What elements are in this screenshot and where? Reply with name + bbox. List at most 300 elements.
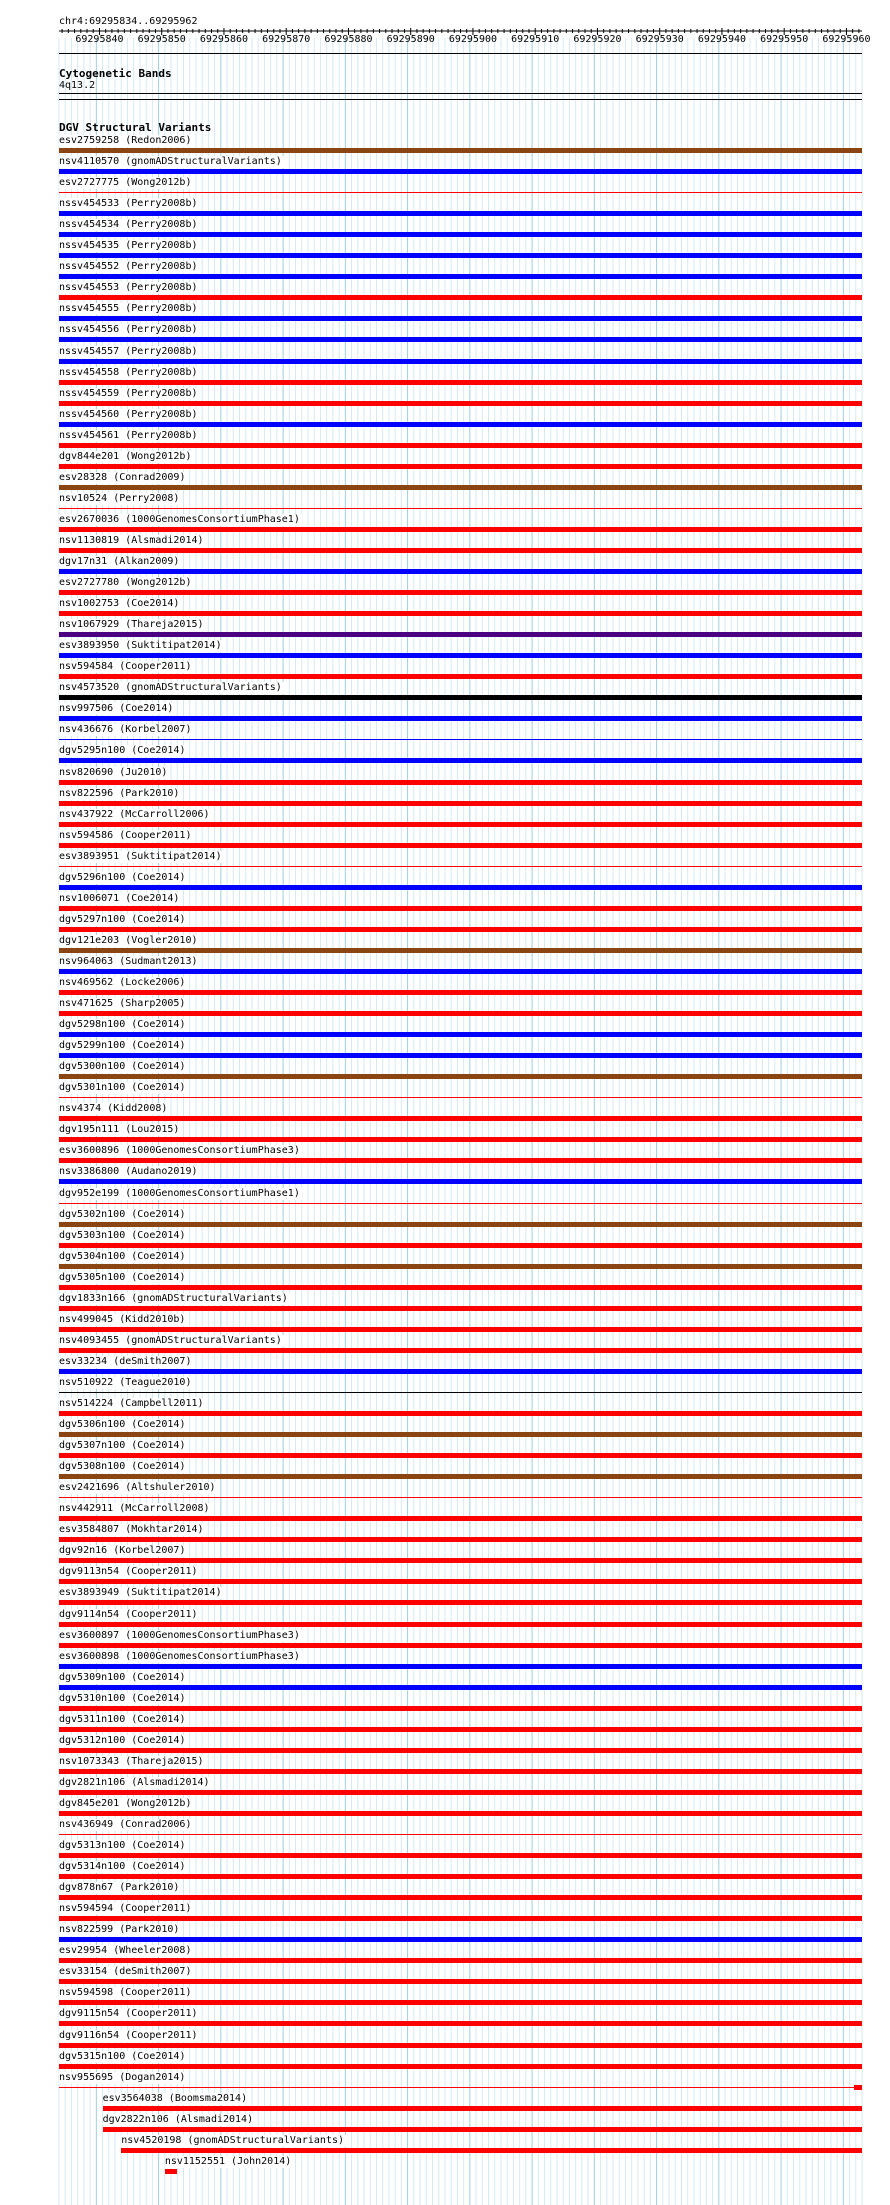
variant-label[interactable]: dgv845e201 (Wong2012b) — [59, 1797, 192, 1809]
variant-bar[interactable] — [59, 590, 862, 595]
variant-id: dgv5306n100 — [59, 1419, 126, 1431]
variant-label[interactable]: nsv4374 (Kidd2008) — [59, 1103, 168, 1115]
variant-id: esv3584807 — [59, 1524, 120, 1536]
variant-label[interactable]: nsv514224 (Campbell2011) — [59, 1398, 204, 1409]
variant-label[interactable]: nsv1006071 (Coe2014) — [59, 892, 180, 904]
variant-label[interactable]: nsv4110570 (gnomADStructuralVariants) — [59, 156, 282, 168]
variant-bar[interactable] — [59, 653, 862, 658]
variant-id: nsv1006071 — [59, 892, 120, 904]
variant-id: nsv510922 — [59, 1376, 114, 1388]
variant-bar[interactable] — [59, 192, 862, 193]
variant-end-block[interactable] — [854, 2085, 862, 2090]
variant-label[interactable]: nssv454533 (Perry2008b) — [59, 198, 198, 210]
variant-label[interactable]: dgv844e201 (Wong2012b) — [59, 450, 192, 462]
variant-bar[interactable] — [59, 1874, 862, 1879]
variant-label[interactable]: nssv454555 (Perry2008b) — [59, 303, 198, 315]
variant-label[interactable]: dgv5310n100 (Coe2014) — [59, 1692, 186, 1704]
variant-label[interactable]: dgv5313n100 (Coe2014) — [59, 1840, 186, 1852]
variant-bar[interactable] — [59, 1053, 862, 1058]
variant-bar[interactable] — [59, 1137, 862, 1142]
ruler-tick-label: 69295930 — [635, 34, 684, 45]
variant-study: Coe2014 — [137, 1271, 180, 1283]
variant-id: nssv454560 — [59, 408, 120, 420]
variant-study: Thareja2015 — [131, 619, 198, 631]
variant-id: dgv5315n100 — [59, 2050, 126, 2062]
variant-label[interactable]: dgv5299n100 (Coe2014) — [59, 1040, 186, 1052]
variant-bar[interactable] — [59, 1748, 862, 1753]
variant-id: dgv5296n100 — [59, 871, 126, 883]
variant-label[interactable]: dgv2822n106 (Alsmadi2014) — [102, 2113, 254, 2125]
variant-bar[interactable] — [59, 674, 862, 679]
variant-bar[interactable] — [59, 1392, 862, 1393]
variant-label[interactable]: nssv454553 (Perry2008b) — [59, 282, 198, 294]
variant-label[interactable]: dgv5295n100 (Coe2014) — [59, 745, 186, 757]
variant-label[interactable]: nsv997506 (Coe2014) — [59, 703, 174, 715]
variant-bar[interactable] — [59, 1643, 862, 1648]
variant-label[interactable]: nsv964063 (Sudmant2013) — [59, 955, 198, 967]
variant-bar[interactable] — [59, 1203, 862, 1204]
ruler-tick-label: 69295900 — [448, 34, 498, 45]
variant-label[interactable]: nsv510922 (Teague2010) — [59, 1376, 192, 1388]
variant-bar[interactable] — [59, 401, 862, 406]
variant-id: nsv820690 — [59, 766, 114, 778]
variant-bar[interactable] — [59, 1937, 862, 1942]
variant-bar[interactable] — [59, 1369, 862, 1374]
variant-bar[interactable] — [59, 801, 862, 806]
variant-id: dgv121e203 — [59, 934, 120, 946]
variant-label[interactable]: nsv594598 (Cooper2011) — [59, 1987, 192, 1999]
variant-bar[interactable] — [59, 2021, 862, 2026]
variant-id: nsv436676 — [59, 724, 114, 736]
variant-bar[interactable] — [59, 1727, 862, 1732]
variant-label[interactable]: nssv454561 (Perry2008b) — [59, 429, 198, 441]
variant-bar[interactable] — [59, 716, 862, 721]
variant-label[interactable]: esv3893951 (Suktitipat2014) — [59, 850, 222, 862]
variant-study: Perry2008b — [131, 429, 192, 441]
variant-study: Coe2014 — [137, 1061, 180, 1073]
variant-label[interactable]: nsv820690 (Ju2010) — [59, 766, 168, 778]
variant-bar[interactable] — [59, 948, 862, 953]
variant-bar[interactable] — [59, 1011, 862, 1016]
variant-label[interactable]: dgv92n16 (Korbel2007) — [59, 1545, 186, 1557]
variant-bar[interactable] — [59, 337, 862, 342]
variant-bar[interactable] — [59, 569, 862, 574]
variant-bar[interactable] — [59, 1453, 862, 1458]
variant-study: Coe2014 — [131, 598, 174, 610]
variant-bar[interactable] — [59, 148, 862, 153]
variant-bar[interactable] — [59, 906, 862, 911]
variant-label[interactable]: esv2727775 (Wong2012b) — [59, 177, 192, 189]
variant-id: dgv5308n100 — [59, 1461, 126, 1473]
variant-bar[interactable] — [59, 1474, 862, 1479]
variant-study: Vogler2010 — [131, 934, 192, 946]
variant-bar[interactable] — [59, 1790, 862, 1795]
variant-id: nsv964063 — [59, 955, 114, 967]
variant-label[interactable]: dgv5296n100 (Coe2014) — [59, 871, 186, 883]
variant-id: nsv4520198 — [121, 2134, 182, 2146]
variant-id: nsv4374 — [59, 1103, 102, 1115]
variant-bar[interactable] — [59, 1497, 862, 1498]
variant-id: esv33234 — [59, 1355, 108, 1367]
variant-label[interactable]: esv2670036 (1000GenomesConsortiumPhase1) — [59, 513, 300, 525]
variant-id: dgv9113n54 — [59, 1566, 120, 1578]
variant-label[interactable]: nsv10524 (Perry2008) — [59, 492, 180, 504]
variant-bar[interactable] — [59, 1600, 862, 1605]
variant-label[interactable]: nssv454534 (Perry2008b) — [59, 219, 198, 231]
variant-bar[interactable] — [59, 1622, 862, 1627]
variant-study: Cooper2011 — [125, 1903, 186, 1915]
variant-id: esv28328 — [59, 471, 108, 483]
variant-id: nsv4093455 — [59, 1334, 120, 1346]
variant-bar[interactable] — [59, 1074, 862, 1079]
variant-id: dgv9115n54 — [59, 2008, 120, 2020]
variant-bar[interactable] — [59, 1264, 862, 1269]
variant-study: Perry2008b — [131, 408, 192, 420]
variant-label[interactable]: nsv436676 (Korbel2007) — [59, 724, 192, 736]
variant-id: dgv5304n100 — [59, 1250, 126, 1262]
variant-label[interactable]: nsv594586 (Cooper2011) — [59, 829, 192, 841]
variant-id: nsv471625 — [59, 998, 114, 1010]
variant-label[interactable]: nsv4573520 (gnomADStructuralVariants) — [59, 682, 282, 694]
variant-study: Coe2014 — [137, 1229, 180, 1241]
variant-bar[interactable] — [59, 548, 862, 553]
variant-study: Coe2014 — [137, 1208, 180, 1220]
variant-id: esv2670036 — [59, 513, 120, 525]
variant-label[interactable]: nsv437922 (McCarroll2006) — [59, 808, 210, 820]
variant-study: deSmith2007 — [119, 1966, 186, 1978]
variant-label[interactable]: dgv5315n100 (Coe2014) — [59, 2050, 186, 2062]
variant-id: nssv454555 — [59, 303, 120, 315]
variant-bar[interactable] — [59, 1032, 862, 1037]
variant-study: 1000GenomesConsortiumPhase3 — [131, 1145, 294, 1157]
variant-study: Perry2008b — [131, 345, 192, 357]
variant-bar[interactable] — [59, 1516, 862, 1521]
variant-study: Teague2010 — [125, 1376, 186, 1388]
variant-label[interactable]: dgv5314n100 (Coe2014) — [59, 1861, 186, 1873]
variant-label[interactable]: nssv454560 (Perry2008b) — [59, 408, 198, 420]
variant-label[interactable]: dgv121e203 (Vogler2010) — [59, 934, 198, 946]
variant-label[interactable]: esv2759258 (Redon2006) — [59, 135, 192, 146]
variant-label[interactable]: nsv1152551 (John2014) — [164, 2155, 292, 2167]
variant-bar[interactable] — [165, 2169, 177, 2174]
variant-label[interactable]: dgv5312n100 (Coe2014) — [59, 1734, 186, 1746]
variant-label[interactable]: esv33154 (deSmith2007) — [59, 1966, 192, 1978]
variant-bar[interactable] — [59, 1158, 862, 1163]
variant-bar[interactable] — [59, 1685, 862, 1690]
variant-bar[interactable] — [59, 1097, 862, 1098]
variant-bar[interactable] — [59, 1916, 862, 1921]
variant-bar[interactable] — [59, 1537, 862, 1542]
variant-label[interactable]: nsv1002753 (Coe2014) — [59, 598, 180, 610]
variant-start-block[interactable] — [103, 2106, 109, 2111]
variant-study: Coe2014 — [137, 1692, 180, 1704]
variant-start-block[interactable] — [121, 2148, 127, 2153]
variant-bar[interactable] — [59, 990, 862, 995]
variant-id: dgv9116n54 — [59, 2029, 120, 2041]
variant-bar[interactable] — [59, 443, 862, 448]
variant-bar[interactable] — [59, 508, 862, 509]
variant-study: Korbel2007 — [119, 1545, 180, 1557]
variant-id: dgv92n16 — [59, 1545, 108, 1557]
variant-label[interactable]: esv3600898 (1000GenomesConsortiumPhase3) — [59, 1650, 300, 1662]
variant-study: Ju2010 — [125, 766, 162, 778]
variant-bar[interactable] — [59, 422, 862, 427]
variant-id: nsv1002753 — [59, 598, 120, 610]
variant-id: esv3893950 — [59, 640, 120, 652]
variant-bar[interactable] — [59, 380, 862, 385]
variant-study: Perry2008b — [131, 198, 192, 210]
variant-study: Coe2014 — [137, 2050, 180, 2062]
variant-study: Wong2012b — [131, 450, 186, 462]
variant-bar[interactable] — [59, 1579, 862, 1584]
variant-bar[interactable] — [59, 1306, 862, 1311]
variant-bar[interactable] — [59, 822, 862, 827]
variant-study: Park2010 — [125, 1882, 174, 1894]
variant-bar[interactable] — [59, 464, 862, 469]
variant-id: nsv594594 — [59, 1903, 114, 1915]
variant-label[interactable]: esv2421696 (Altshuler2010) — [59, 1482, 216, 1494]
variant-bar[interactable] — [59, 527, 862, 532]
variant-label[interactable]: dgv5297n100 (Coe2014) — [59, 913, 186, 925]
variant-bar[interactable] — [59, 969, 862, 974]
variant-label[interactable]: nsv594584 (Cooper2011) — [59, 661, 192, 673]
variant-bar[interactable] — [59, 169, 862, 174]
variant-label[interactable]: nsv4520198 (gnomADStructuralVariants) — [121, 2134, 345, 2146]
variant-label[interactable]: esv3564038 (Boomsma2014) — [102, 2092, 248, 2104]
variant-study: Boomsma2014 — [174, 2092, 242, 2104]
variant-study: Cooper2011 — [125, 661, 186, 673]
variant-bar[interactable] — [59, 1958, 862, 1963]
variant-bar[interactable] — [59, 758, 862, 763]
variant-bar[interactable] — [59, 1979, 862, 1984]
variant-bar[interactable] — [59, 739, 862, 740]
variant-bar[interactable] — [59, 1834, 862, 1835]
variant-label[interactable]: dgv878n67 (Park2010) — [59, 1882, 180, 1894]
variant-bar[interactable] — [121, 2148, 862, 2153]
variant-study: Dogan2014 — [125, 2071, 180, 2083]
variant-id: dgv5305n100 — [59, 1271, 126, 1283]
variant-study: Conrad2009 — [119, 471, 180, 483]
variant-label[interactable]: nssv454552 (Perry2008b) — [59, 261, 198, 273]
variant-label[interactable]: nsv1067929 (Thareja2015) — [59, 619, 204, 631]
variant-study: McCarroll2006 — [125, 808, 204, 820]
variant-label[interactable]: nssv454559 (Perry2008b) — [59, 387, 198, 399]
variant-label[interactable]: esv2727780 (Wong2012b) — [59, 577, 192, 589]
variant-id: dgv878n67 — [59, 1882, 114, 1894]
cytoband-divider — [59, 99, 862, 100]
variant-bar[interactable] — [59, 2087, 862, 2088]
ruler-tick-label: 69295920 — [573, 34, 622, 45]
variant-label[interactable]: esv28328 (Conrad2009) — [59, 471, 186, 483]
variant-id: dgv5295n100 — [59, 745, 126, 757]
variant-bar[interactable] — [59, 695, 862, 700]
variant-label[interactable]: nssv454535 (Perry2008b) — [59, 240, 198, 252]
variant-label[interactable]: nsv436949 (Conrad2006) — [59, 1819, 192, 1830]
variant-bar[interactable] — [59, 780, 862, 785]
variant-label[interactable]: dgv17n31 (Alkan2009) — [59, 556, 180, 567]
variant-label[interactable]: dgv5304n100 (Coe2014) — [59, 1250, 186, 1262]
variant-label[interactable]: dgv5311n100 (Coe2014) — [59, 1713, 186, 1725]
variant-label[interactable]: dgv5300n100 (Coe2014) — [59, 1061, 186, 1073]
variant-bar[interactable] — [59, 211, 862, 216]
variant-id: nssv454535 — [59, 240, 120, 252]
variant-bar[interactable] — [59, 485, 862, 490]
variant-study: Coe2014 — [137, 1671, 180, 1683]
variant-bar[interactable] — [59, 1895, 862, 1900]
variant-bar[interactable] — [59, 2000, 862, 2005]
variant-bar[interactable] — [59, 866, 862, 867]
variant-label[interactable]: dgv9116n54 (Cooper2011) — [59, 2029, 198, 2041]
variant-label[interactable]: nsv471625 (Sharp2005) — [59, 998, 186, 1010]
variant-label[interactable]: esv3600896 (1000GenomesConsortiumPhase3) — [59, 1145, 300, 1157]
variant-id: dgv1833n166 — [59, 1292, 126, 1304]
variant-study: Wong2012b — [131, 577, 186, 589]
variant-id: nsv955695 — [59, 2071, 114, 2083]
variant-label[interactable]: nsv822599 (Park2010) — [59, 1924, 180, 1936]
variant-id: dgv5313n100 — [59, 1840, 126, 1852]
variant-bar[interactable] — [59, 232, 862, 237]
variant-label[interactable]: esv3893949 (Suktitipat2014) — [59, 1587, 222, 1599]
variant-label[interactable]: nsv499045 (Kidd2010b) — [59, 1313, 186, 1325]
variant-label[interactable]: dgv5298n100 (Coe2014) — [59, 1019, 186, 1031]
variant-bar[interactable] — [59, 2043, 862, 2048]
variant-bar[interactable] — [59, 274, 862, 279]
variant-label[interactable]: dgv5301n100 (Coe2014) — [59, 1082, 186, 1094]
variant-study: gnomADStructuralVariants — [131, 156, 276, 168]
variant-bar[interactable] — [59, 1853, 862, 1858]
variant-label[interactable]: nssv454556 (Perry2008b) — [59, 324, 198, 336]
ruler-tick-label: 69295850 — [137, 34, 186, 45]
variant-bar[interactable] — [59, 1558, 862, 1563]
variant-label[interactable]: dgv2821n106 (Alsmadi2014) — [59, 1776, 210, 1788]
variant-bar[interactable] — [59, 1222, 862, 1227]
variant-study: Park2010 — [125, 787, 174, 799]
variant-label[interactable]: dgv5302n100 (Coe2014) — [59, 1208, 186, 1220]
variant-bar[interactable] — [59, 843, 862, 848]
variant-study: Sharp2005 — [125, 998, 180, 1010]
variant-label[interactable]: nsv4093455 (gnomADStructuralVariants) — [59, 1334, 282, 1346]
variant-id: dgv952e199 — [59, 1187, 120, 1199]
variant-id: esv3600897 — [59, 1629, 120, 1641]
variant-bar[interactable] — [103, 2127, 862, 2132]
variant-label[interactable]: nssv454558 (Perry2008b) — [59, 366, 198, 378]
variant-bar[interactable] — [59, 1116, 862, 1121]
variant-label[interactable]: dgv9113n54 (Cooper2011) — [59, 1566, 198, 1578]
variant-id: esv3600898 — [59, 1650, 120, 1662]
variant-bar[interactable] — [59, 1243, 862, 1248]
variant-label[interactable]: nsv822596 (Park2010) — [59, 787, 180, 799]
variant-study: gnomADStructuralVariants — [137, 1292, 282, 1304]
variant-study: Coe2014 — [137, 1419, 180, 1431]
variant-bar[interactable] — [59, 1179, 862, 1184]
variant-bar[interactable] — [59, 253, 862, 258]
variant-label[interactable]: esv3600897 (1000GenomesConsortiumPhase3) — [59, 1629, 300, 1641]
ruler-divider — [59, 53, 862, 54]
variant-id: dgv5310n100 — [59, 1692, 126, 1704]
variant-label[interactable]: esv33234 (deSmith2007) — [59, 1355, 192, 1367]
variant-bar[interactable] — [59, 359, 862, 364]
variant-bar[interactable] — [59, 1327, 862, 1332]
variant-label[interactable]: dgv9114n54 (Cooper2011) — [59, 1608, 198, 1620]
variant-label[interactable]: nsv1130819 (Alsmadi2014) — [59, 534, 204, 546]
variant-label[interactable]: esv3893950 (Suktitipat2014) — [59, 640, 222, 652]
variant-bar[interactable] — [59, 885, 862, 890]
variant-study: Wong2012b — [131, 1797, 186, 1809]
variant-bar[interactable] — [59, 1285, 862, 1290]
variant-label[interactable]: dgv5303n100 (Coe2014) — [59, 1229, 186, 1241]
variant-bar[interactable] — [59, 295, 862, 300]
variant-id: dgv844e201 — [59, 450, 120, 462]
variant-label[interactable]: nsv955695 (Dogan2014) — [59, 2071, 186, 2083]
variant-bar[interactable] — [103, 2106, 862, 2111]
variant-study: Coe2014 — [131, 892, 174, 904]
variant-label[interactable]: dgv195n111 (Lou2015) — [59, 1124, 180, 1136]
variant-label[interactable]: dgv5308n100 (Coe2014) — [59, 1461, 186, 1473]
variant-bar[interactable] — [59, 1811, 862, 1816]
variant-id: dgv195n111 — [59, 1124, 120, 1136]
variant-id: nsv4110570 — [59, 156, 120, 168]
variant-label[interactable]: dgv5309n100 (Coe2014) — [59, 1671, 186, 1683]
variant-bar[interactable] — [59, 1411, 862, 1416]
variant-id: esv3893951 — [59, 850, 120, 862]
variant-label[interactable]: nsv1073343 (Thareja2015) — [59, 1755, 204, 1767]
variant-label[interactable]: nsv469562 (Locke2006) — [59, 977, 186, 988]
variant-bar[interactable] — [59, 1769, 862, 1774]
ruler-tick-label: 69295910 — [511, 34, 560, 45]
variant-bar[interactable] — [59, 632, 862, 637]
variant-label[interactable]: esv3584807 (Mokhtar2014) — [59, 1524, 204, 1536]
variant-id: dgv5301n100 — [59, 1082, 126, 1094]
variant-label[interactable]: dgv5307n100 (Coe2014) — [59, 1440, 186, 1452]
variant-study: 1000GenomesConsortiumPhase3 — [131, 1650, 294, 1662]
ruler-tick-label: 69295880 — [324, 34, 373, 45]
variant-label[interactable]: dgv1833n166 (gnomADStructuralVariants) — [59, 1292, 288, 1304]
variant-label[interactable]: dgv5305n100 (Coe2014) — [59, 1271, 186, 1283]
variant-label[interactable]: dgv952e199 (1000GenomesConsortiumPhase1) — [59, 1187, 300, 1199]
variant-bar[interactable] — [59, 316, 862, 321]
variant-bar[interactable] — [59, 1706, 862, 1711]
variant-id: nsv1067929 — [59, 619, 120, 631]
variant-id: dgv5312n100 — [59, 1734, 126, 1746]
variant-id: esv2421696 — [59, 1482, 120, 1494]
variant-label[interactable]: nsv594594 (Cooper2011) — [59, 1903, 192, 1915]
variant-id: nssv454534 — [59, 219, 120, 231]
variant-study: Redon2006 — [131, 135, 186, 146]
variant-label[interactable]: dgv9115n54 (Cooper2011) — [59, 2008, 198, 2020]
variant-bar[interactable] — [59, 927, 862, 932]
variant-label[interactable]: nssv454557 (Perry2008b) — [59, 345, 198, 357]
variant-bar[interactable] — [59, 611, 862, 616]
variant-id: dgv5309n100 — [59, 1671, 126, 1683]
variant-bar[interactable] — [59, 1432, 862, 1437]
variant-start-block[interactable] — [103, 2127, 109, 2132]
variant-label[interactable]: esv29954 (Wheeler2008) — [59, 1945, 192, 1957]
variant-label[interactable]: dgv5306n100 (Coe2014) — [59, 1419, 186, 1431]
variant-id: esv2759258 — [59, 135, 120, 146]
ruler-tick-label: 69295860 — [199, 34, 249, 45]
variant-bar[interactable] — [59, 2064, 862, 2069]
variant-id: nssv454552 — [59, 261, 120, 273]
variant-bar[interactable] — [59, 1664, 862, 1669]
variant-id: nssv454553 — [59, 282, 120, 294]
variant-id: dgv5314n100 — [59, 1861, 126, 1873]
variant-study: Perry2008b — [131, 387, 192, 399]
variant-bar[interactable] — [59, 1348, 862, 1353]
variant-label[interactable]: nsv3386800 (Audano2019) — [59, 1166, 198, 1178]
variant-study: Perry2008b — [131, 261, 192, 273]
variant-study: Coe2014 — [137, 1840, 180, 1852]
variant-label[interactable]: nsv442911 (McCarroll2008) — [59, 1503, 210, 1515]
